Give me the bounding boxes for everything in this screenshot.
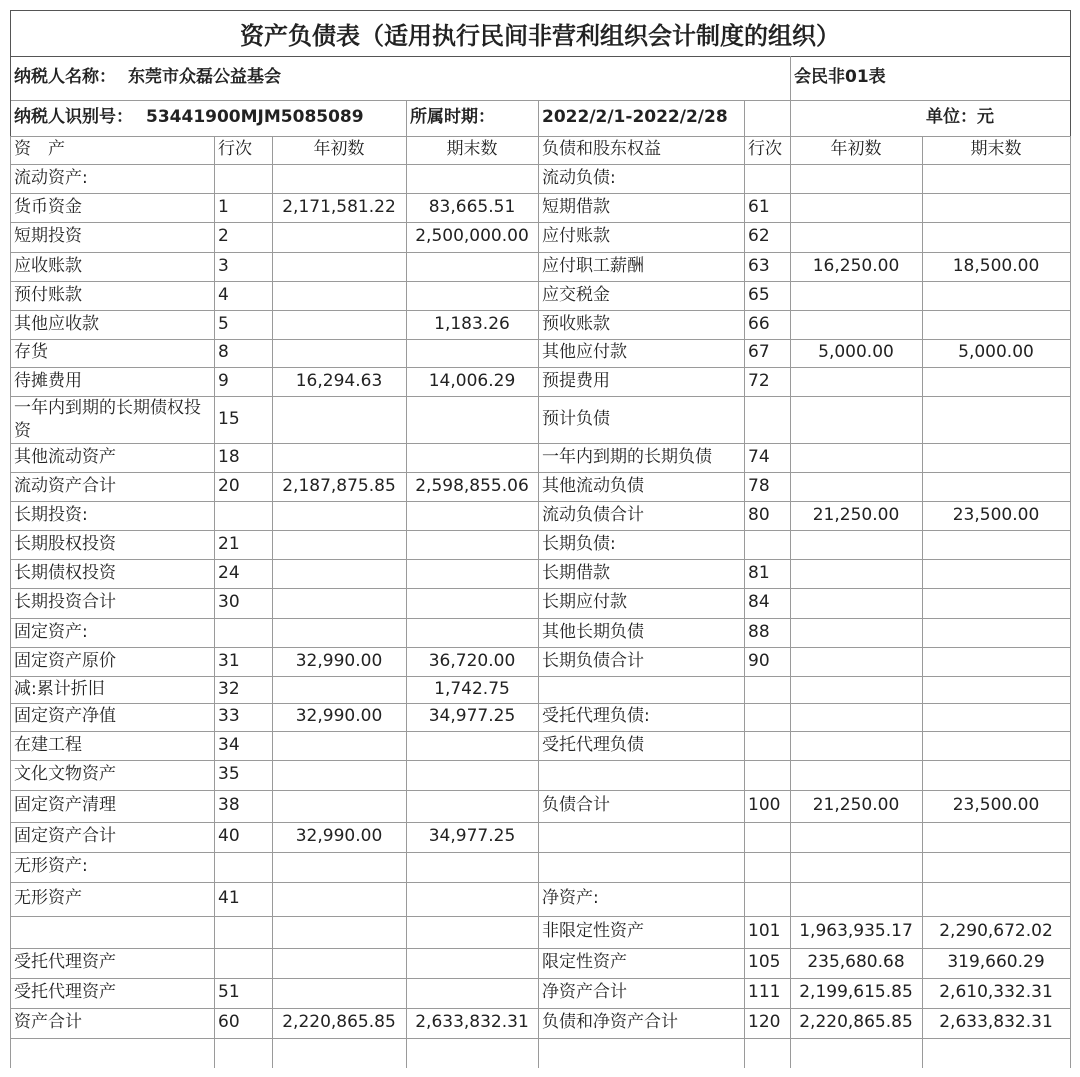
grid-line (10, 56, 1070, 57)
grid-line (790, 56, 791, 136)
table-cell-liab-end: 2,610,332.31 (939, 982, 1053, 1003)
grid-line (10, 916, 1070, 917)
table-cell-liab-name: 受托代理负债 (542, 734, 644, 755)
table-cell-liab-name: 负债和净资产合计 (542, 1012, 678, 1033)
table-cell-liab-line: 65 (748, 284, 770, 305)
table-cell-liab-name: 预收账款 (542, 313, 610, 334)
grid-line (406, 136, 407, 1068)
table-cell-liab-end: 319,660.29 (947, 952, 1045, 973)
table-cell-liab-name: 预计负债 (542, 408, 610, 429)
unit-label: 单位：元 (926, 107, 994, 128)
table-cell-liab-line: 84 (748, 592, 770, 613)
table-cell-asset-name: 固定资产清理 (14, 795, 116, 816)
table-cell-asset-name: 货币资金 (14, 196, 82, 217)
table-cell-liab-end: 23,500.00 (952, 795, 1040, 816)
grid-line (10, 396, 1070, 397)
grid-line (10, 310, 1070, 311)
grid-line (10, 948, 1070, 949)
table-cell-asset-name: 待摊费用 (14, 370, 82, 391)
grid-line (10, 647, 1070, 648)
table-cell-liab-line: 63 (748, 255, 770, 276)
table-cell-asset-end: 34,977.25 (428, 706, 516, 727)
table-cell-asset-line: 15 (218, 408, 240, 429)
grid-line (10, 472, 1070, 473)
table-cell-liab-name: 应付职工薪酬 (542, 255, 644, 276)
table-cell-asset-end: 2,500,000.00 (415, 226, 529, 247)
table-cell-liab-name: 其他长期负债 (542, 621, 644, 642)
table-cell-asset-line: 24 (218, 562, 240, 583)
table-cell-asset-line: 20 (218, 475, 240, 496)
grid-line (1070, 10, 1071, 136)
table-cell-asset-name: 固定资产原价 (14, 650, 116, 671)
table-cell-asset-begin: 2,171,581.22 (282, 196, 396, 217)
taxpayer-name: 东莞市众磊公益基会 (128, 67, 281, 88)
table-cell-asset-end: 2,598,855.06 (415, 475, 529, 496)
grid-line (10, 852, 1070, 853)
table-cell-asset-line: 32 (218, 678, 240, 699)
period-label: 所属时期： (410, 107, 495, 128)
table-cell-asset-end: 14,006.29 (428, 370, 516, 391)
table-cell-liab-end: 2,633,832.31 (939, 1012, 1053, 1033)
table-cell-asset-line: 31 (218, 650, 240, 671)
table-cell-asset-line: 8 (218, 342, 229, 363)
table-cell-asset-line: 9 (218, 370, 229, 391)
table-cell-liab-line: 61 (748, 196, 770, 217)
table-cell-liab-name: 负债合计 (542, 795, 610, 816)
grid-line (272, 136, 273, 1068)
table-cell-asset-name: 其他应收款 (14, 313, 99, 334)
table-cell-liab-name: 其他应付款 (542, 342, 627, 363)
table-cell-asset-line: 33 (218, 706, 240, 727)
column-header-liab-end: 期末数 (970, 139, 1022, 160)
table-cell-asset-name: 流动资产合计 (14, 475, 116, 496)
table-cell-asset-line: 51 (218, 982, 240, 1003)
table-cell-liab-name: 长期负债合计 (542, 650, 644, 671)
grid-line (10, 367, 1070, 368)
table-cell-asset-line: 34 (218, 734, 240, 755)
table-cell-liab-end: 23,500.00 (952, 504, 1040, 525)
table-cell-liab-begin: 21,250.00 (812, 504, 900, 525)
grid-line (1070, 136, 1071, 1068)
table-cell-asset-name: 受托代理资产 (14, 982, 116, 1003)
table-cell-asset-end: 34,977.25 (428, 826, 516, 847)
table-cell-asset-begin: 32,990.00 (295, 650, 383, 671)
grid-line (10, 281, 1070, 282)
grid-line (406, 100, 407, 136)
table-cell-asset-name: 其他流动资产 (14, 446, 116, 467)
table-cell-asset-line: 21 (218, 533, 240, 554)
table-cell-asset-name: 预付账款 (14, 284, 82, 305)
column-header-liab-name: 负债和股东权益 (542, 139, 661, 160)
grid-line (10, 588, 1070, 589)
grid-line (10, 136, 1070, 137)
table-cell-asset-name: 长期债权投资 (14, 562, 116, 583)
grid-line (10, 501, 1070, 502)
grid-line (922, 136, 923, 1068)
form-code: 会民非01表 (794, 67, 886, 88)
table-cell-liab-line: 90 (748, 650, 770, 671)
grid-line (538, 100, 539, 136)
table-cell-asset-line: 1 (218, 196, 229, 217)
grid-line (10, 193, 1070, 194)
table-cell-asset-line: 30 (218, 592, 240, 613)
table-cell-asset-name: 文化文物资产 (14, 764, 116, 785)
column-header-asset-begin: 年初数 (313, 139, 365, 160)
table-cell-asset-end: 1,742.75 (434, 678, 510, 699)
table-cell-liab-name: 长期借款 (542, 562, 610, 583)
grid-line (10, 731, 1070, 732)
taxpayer-id: 53441900MJM5085089 (146, 107, 364, 128)
grid-line (10, 339, 1070, 340)
table-cell-asset-begin: 16,294.63 (295, 370, 383, 391)
grid-line (10, 790, 1070, 791)
table-cell-liab-line: 100 (748, 795, 781, 816)
table-cell-asset-line: 40 (218, 826, 240, 847)
grid-line (10, 252, 1070, 253)
taxpayer-name-label: 纳税人名称： (14, 67, 116, 88)
grid-line (10, 164, 1070, 165)
table-cell-liab-line: 111 (748, 982, 781, 1003)
sheet-title: 资产负债表（适用执行民间非营利组织会计制度的组织） (240, 21, 840, 50)
table-cell-asset-line: 60 (218, 1012, 240, 1033)
table-cell-liab-name: 长期应付款 (542, 592, 627, 613)
table-cell-liab-name: 应付账款 (542, 226, 610, 247)
table-cell-liab-line: 120 (748, 1012, 781, 1033)
table-cell-asset-line: 3 (218, 255, 229, 276)
table-cell-asset-line: 35 (218, 764, 240, 785)
grid-line (10, 1008, 1070, 1009)
table-cell-asset-name: 长期投资合计 (14, 592, 116, 613)
table-cell-asset-line: 2 (218, 226, 229, 247)
table-cell-asset-end: 83,665.51 (428, 196, 516, 217)
table-cell-liab-end: 5,000.00 (958, 342, 1034, 363)
table-cell-asset-name: 在建工程 (14, 734, 82, 755)
table-cell-asset-line: 38 (218, 795, 240, 816)
grid-line (10, 559, 1070, 560)
grid-line (10, 443, 1070, 444)
table-cell-asset-begin: 2,220,865.85 (282, 1012, 396, 1033)
table-cell-asset-end: 2,633,832.31 (415, 1012, 529, 1033)
grid-line (10, 1038, 1070, 1039)
grid-line (790, 136, 791, 1068)
table-cell-liab-name: 流动负债: (542, 167, 616, 188)
table-cell-asset-name: 长期股权投资 (14, 533, 116, 554)
table-cell-liab-end: 2,290,672.02 (939, 921, 1053, 942)
table-cell-asset-name: 固定资产合计 (14, 826, 116, 847)
grid-line (10, 618, 1070, 619)
column-header-liab-begin: 年初数 (830, 139, 882, 160)
table-cell-asset-line: 4 (218, 284, 229, 305)
table-cell-asset-name: 长期投资: (14, 504, 88, 525)
table-cell-asset-name: 固定资产: (14, 621, 88, 642)
column-header-asset-line: 行次 (218, 139, 252, 160)
table-cell-liab-line: 74 (748, 446, 770, 467)
table-cell-liab-name: 一年内到期的长期负债 (542, 446, 712, 467)
table-cell-liab-line: 67 (748, 342, 770, 363)
table-cell-asset-name: 短期投资 (14, 226, 82, 247)
grid-line (10, 676, 1070, 677)
table-cell-liab-name: 净资产合计 (542, 982, 627, 1003)
table-cell-asset-begin: 32,990.00 (295, 706, 383, 727)
grid-line (10, 10, 1070, 11)
grid-line (10, 530, 1070, 531)
grid-line (10, 822, 1070, 823)
table-cell-liab-line: 62 (748, 226, 770, 247)
column-header-liab-line: 行次 (748, 139, 782, 160)
grid-line (10, 10, 11, 136)
table-cell-asset-begin: 32,990.00 (295, 826, 383, 847)
table-cell-liab-name: 净资产: (542, 888, 599, 909)
table-cell-liab-name: 非限定性资产 (542, 921, 644, 942)
table-cell-asset-name: 资产合计 (14, 1012, 82, 1033)
table-cell-liab-end: 18,500.00 (952, 255, 1040, 276)
period-value: 2022/2/1-2022/2/28 (542, 107, 728, 128)
taxpayer-id-label: 纳税人识别号： (14, 107, 133, 128)
grid-line (744, 100, 745, 136)
table-cell-liab-begin: 1,963,935.17 (799, 921, 913, 942)
table-cell-liab-name: 长期负债: (542, 533, 616, 554)
table-cell-liab-name: 其他流动负债 (542, 475, 644, 496)
grid-line (10, 978, 1070, 979)
table-cell-liab-line: 105 (748, 952, 781, 973)
table-cell-asset-name: 无形资产 (14, 888, 82, 909)
table-cell-asset-name: 减:累计折旧 (14, 678, 105, 699)
table-cell-liab-name: 短期借款 (542, 196, 610, 217)
table-cell-asset-name: 固定资产净值 (14, 706, 116, 727)
grid-line (10, 882, 1070, 883)
column-header-asset-end: 期末数 (446, 139, 498, 160)
table-cell-asset-name: 一年内到期的长期债权投资 (14, 398, 201, 441)
table-cell-asset-name: 存货 (14, 342, 48, 363)
grid-line (538, 136, 539, 1068)
table-cell-liab-name: 预提费用 (542, 370, 610, 391)
table-cell-liab-line: 101 (748, 921, 781, 942)
table-cell-liab-begin: 5,000.00 (818, 342, 894, 363)
table-cell-liab-line: 80 (748, 504, 770, 525)
table-cell-asset-name: 流动资产: (14, 167, 88, 188)
table-cell-liab-begin: 21,250.00 (812, 795, 900, 816)
grid-line (10, 703, 1070, 704)
grid-line (10, 222, 1070, 223)
table-cell-asset-line: 5 (218, 313, 229, 334)
table-cell-asset-name: 无形资产: (14, 856, 88, 877)
table-cell-liab-name: 限定性资产 (542, 952, 627, 973)
table-cell-liab-name: 应交税金 (542, 284, 610, 305)
table-cell-liab-line: 72 (748, 370, 770, 391)
grid-line (744, 136, 745, 1068)
table-cell-liab-begin: 2,220,865.85 (799, 1012, 913, 1033)
grid-line (10, 760, 1070, 761)
table-cell-liab-line: 88 (748, 621, 770, 642)
grid-line (10, 100, 1070, 101)
table-cell-liab-line: 78 (748, 475, 770, 496)
table-cell-liab-begin: 2,199,615.85 (799, 982, 913, 1003)
table-cell-liab-begin: 16,250.00 (812, 255, 900, 276)
table-cell-asset-name: 受托代理资产 (14, 952, 116, 973)
table-cell-liab-line: 66 (748, 313, 770, 334)
table-cell-asset-begin: 2,187,875.85 (282, 475, 396, 496)
table-cell-asset-end: 1,183.26 (434, 313, 510, 334)
table-cell-asset-line: 41 (218, 888, 240, 909)
table-cell-liab-name: 流动负债合计 (542, 504, 644, 525)
table-cell-liab-name: 受托代理负债: (542, 706, 650, 727)
table-cell-asset-line: 18 (218, 446, 240, 467)
grid-line (10, 136, 11, 1068)
table-cell-asset-name: 应收账款 (14, 255, 82, 276)
column-header-asset-name: 资 产 (14, 139, 65, 160)
grid-line (214, 136, 215, 1068)
table-cell-liab-begin: 235,680.68 (807, 952, 905, 973)
table-cell-asset-end: 36,720.00 (428, 650, 516, 671)
table-cell-liab-line: 81 (748, 562, 770, 583)
